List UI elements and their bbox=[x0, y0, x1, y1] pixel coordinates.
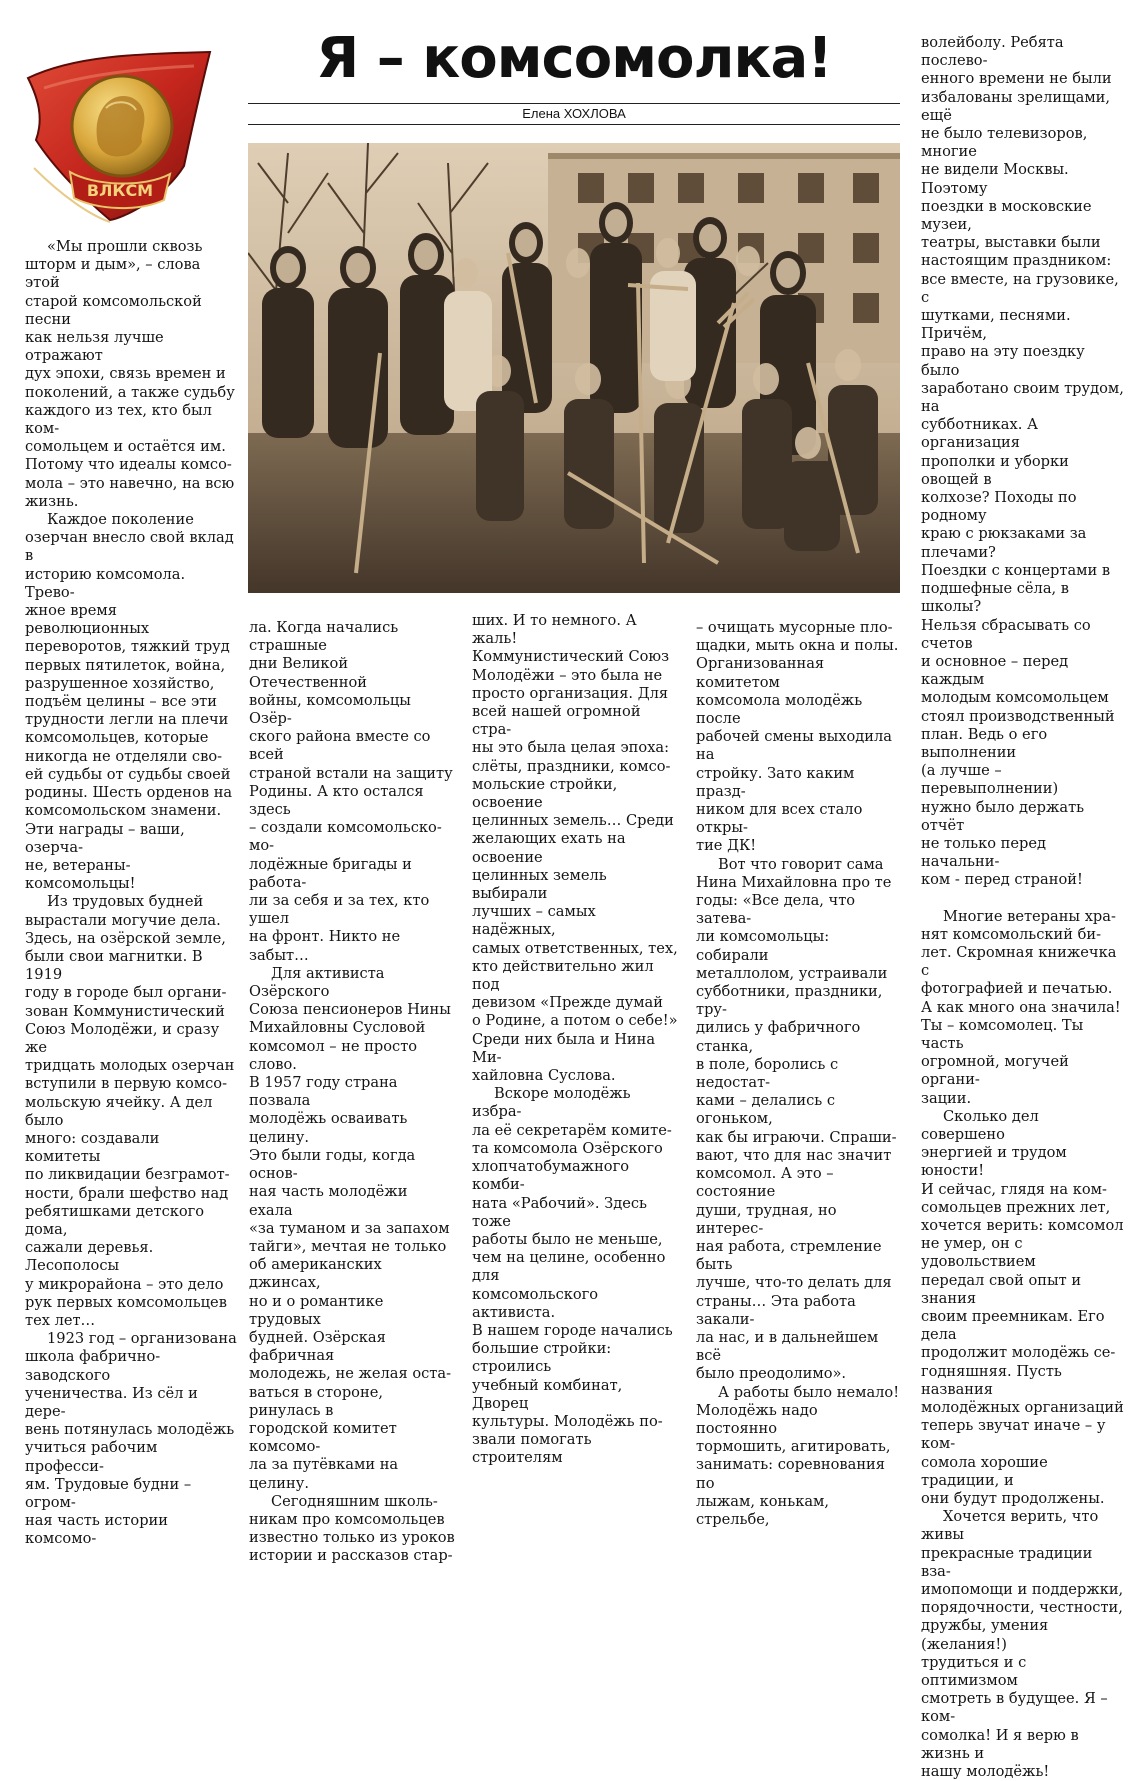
text-line: В нашем городе начались bbox=[472, 1321, 673, 1339]
text-line: не видели Москвы. Поэтому bbox=[921, 161, 1069, 197]
text-line: родины. Шесть орденов на bbox=[25, 784, 233, 802]
text-line: А работы было немало! bbox=[718, 1383, 900, 1401]
text-line: ная часть молодёжи ехала bbox=[249, 1183, 408, 1219]
text-line: нашу молодёжь! bbox=[921, 1763, 1050, 1781]
badge-text: ВЛКСМ bbox=[86, 181, 154, 200]
text-line: ками – делались с огоньком, bbox=[696, 1092, 835, 1128]
text-line: ности, брали шефство над bbox=[25, 1184, 229, 1202]
text-line: много: создавали комитеты bbox=[25, 1129, 160, 1166]
text-line: поездки в московские музеи, bbox=[921, 197, 1092, 234]
text-line: рук первых комсомольцев bbox=[25, 1293, 227, 1311]
text-line: были свои магнитки. В 1919 bbox=[25, 947, 203, 984]
text-line: было преодолимо». bbox=[696, 1365, 847, 1383]
text-line: годы: «Все дела, что затева- bbox=[696, 892, 856, 928]
text-line: ученичества. Из сёл и дере- bbox=[25, 1384, 198, 1420]
text-line: тормошить, агитировать, bbox=[696, 1438, 891, 1456]
text-line: не только перед начальни- bbox=[921, 834, 1046, 871]
text-line: ших. И то немного. А жаль! bbox=[472, 612, 637, 648]
text-line: большие стройки: строились bbox=[472, 1340, 612, 1376]
text-line: Молодёжи – это была не bbox=[472, 666, 663, 684]
text-line: ваться в стороне, ринулась в bbox=[249, 1383, 383, 1419]
text-line: но и о романтике трудовых bbox=[249, 1292, 384, 1328]
text-line: энергией и трудом юности! bbox=[921, 1144, 1067, 1180]
column-2 bbox=[249, 619, 455, 1566]
text-line: Многие ветераны хра- bbox=[943, 907, 1116, 925]
text-line: тридцать молодых озерчан bbox=[25, 1057, 235, 1075]
text-line: ната «Рабочий». Здесь тоже bbox=[472, 1194, 648, 1230]
text-line: хочется верить: комсомол bbox=[921, 1217, 1124, 1234]
text-line: Нина Михайловна про те bbox=[696, 873, 892, 891]
text-line: настоящим праздником: bbox=[921, 252, 1112, 270]
text-line: разрушенное хозяйство, bbox=[25, 674, 215, 692]
text-line: фотографией и печатью. bbox=[921, 980, 1113, 998]
text-line: комсомола молодёжь после bbox=[696, 691, 863, 728]
text-line: будней. Озёрская фабричная bbox=[249, 1328, 386, 1365]
text-line: тайги», мечтая не только bbox=[249, 1237, 447, 1255]
text-line: всей нашей огромной стра- bbox=[472, 703, 641, 739]
text-line: школа фабрично-заводского bbox=[25, 1348, 161, 1384]
byline: Елена ХОХЛОВА bbox=[522, 106, 626, 121]
text-line: «за туманом и за запахом bbox=[249, 1219, 450, 1237]
text-line: мольскую ячейку. А дел было bbox=[25, 1093, 213, 1129]
text-line: Молодёжь надо постоянно bbox=[696, 1401, 818, 1437]
text-line: А как много она значила! bbox=[921, 998, 1121, 1016]
text-line: целинных земель выбирали bbox=[472, 866, 607, 903]
text-line: право на эту поездку было bbox=[921, 343, 1085, 379]
text-line: лыжам, конькам, стрельбе, bbox=[696, 1492, 830, 1528]
text-line: избалованы зрелищами, ещё bbox=[921, 88, 1111, 124]
text-line: прополки и уборки овощей в bbox=[921, 452, 1069, 488]
text-line: заработано своим трудом, на bbox=[921, 379, 1124, 416]
komsomol-badge bbox=[14, 48, 224, 224]
text-line: дружбы, умения (желания!) bbox=[921, 1617, 1049, 1653]
text-line: все вместе, на грузовике, с bbox=[921, 270, 1119, 306]
text-line: трудности легли на плечи bbox=[25, 711, 229, 729]
text-line: ли за себя и за тех, кто ушел bbox=[249, 892, 430, 928]
text-line: ная часть истории комсомо- bbox=[25, 1512, 169, 1548]
text-line: И сейчас, глядя на ком- bbox=[921, 1180, 1107, 1198]
text-line: колхозе? Походы по родному bbox=[921, 489, 1077, 525]
text-line: Союза пенсионеров Нины bbox=[249, 1001, 451, 1019]
text-line: комсомольцев, которые bbox=[25, 729, 209, 747]
text-line: самых ответственных, тех, bbox=[472, 939, 678, 957]
text-line: нят комсомольский би- bbox=[921, 925, 1102, 943]
text-line: мола – это навечно, на всю bbox=[25, 474, 235, 492]
text-line: учиться рабочим професси- bbox=[25, 1439, 158, 1475]
text-line: передал свой опыт и знания bbox=[921, 1271, 1082, 1307]
text-line: дух эпохи, связь времен и bbox=[25, 365, 226, 383]
text-line: Родины. А кто остался здесь bbox=[249, 782, 424, 819]
text-line: Среди них была и Нина Ми- bbox=[472, 1030, 656, 1066]
text-line: ла её секретарём комите- bbox=[472, 1121, 672, 1139]
text-line: историю комсомола. Трево- bbox=[25, 565, 186, 601]
text-line: у микрорайона – это дело bbox=[25, 1275, 224, 1293]
text-line: молодым комсомольцем bbox=[921, 689, 1109, 707]
text-line: просто организация. Для bbox=[472, 684, 669, 702]
text-line: краю с рюкзаками за плечами? bbox=[921, 525, 1087, 561]
text-line: нужно было держать отчёт bbox=[921, 798, 1085, 834]
column-1 bbox=[25, 238, 237, 1549]
text-line: учебный комбинат, Дворец bbox=[472, 1376, 623, 1412]
text-line: страны… Эта работа закали- bbox=[696, 1292, 856, 1328]
text-line: первых пятилеток, война, bbox=[25, 656, 226, 674]
text-line: Союз Молодёжи, и сразу же bbox=[25, 1020, 220, 1056]
text-line: комсомол – не просто слово. bbox=[249, 1037, 418, 1073]
text-line: лет. Скромная книжечка с bbox=[921, 943, 1117, 980]
text-line: вают, что для нас значит bbox=[696, 1146, 892, 1164]
text-line: Из трудовых будней bbox=[47, 893, 204, 911]
text-line: каждого из тех, кто был ком- bbox=[25, 401, 212, 438]
text-line: огромной, могучей органи- bbox=[921, 1053, 1069, 1089]
text-line: зован Коммунистический bbox=[25, 1002, 225, 1020]
text-line: желающих ехать на освоение bbox=[472, 830, 626, 866]
text-line: дились у фабричного станка, bbox=[696, 1019, 861, 1055]
text-line: волейболу. Ребята послево- bbox=[921, 34, 1064, 70]
text-line: (а лучше – перевыполнении) bbox=[921, 762, 1059, 798]
text-line: звали помогать строителям bbox=[472, 1431, 592, 1467]
text-line: ского района вместе со всей bbox=[249, 728, 431, 764]
text-line: ей судьбы от судьбы своей bbox=[25, 765, 231, 783]
text-line: В 1957 году страна позвала bbox=[249, 1074, 398, 1110]
text-line: Эти награды – ваши, озерча- bbox=[25, 820, 185, 856]
text-line: ны это была целая эпоха: bbox=[472, 739, 670, 757]
text-line: слёты, праздники, комсо- bbox=[472, 757, 671, 775]
text-line: – очищать мусорные пло- bbox=[696, 619, 893, 636]
text-line: хайловна Суслова. bbox=[472, 1067, 616, 1085]
text-line: подъём целины – все эти bbox=[25, 693, 217, 711]
text-line: году в городе был органи- bbox=[25, 984, 227, 1002]
text-line: как нельзя лучше отражают bbox=[25, 329, 164, 365]
text-line: ником для всех стало откры- bbox=[696, 801, 863, 837]
text-line: металлолом, устраивали bbox=[696, 964, 888, 982]
text-line: Это были годы, когда основ- bbox=[249, 1146, 416, 1183]
text-line: тех лет… bbox=[25, 1311, 96, 1329]
text-line: городской комитет комсомо- bbox=[249, 1419, 397, 1456]
text-line: трудиться и с оптимизмом bbox=[921, 1653, 1027, 1690]
text-line: стоял производственный bbox=[921, 707, 1115, 725]
text-line: Сегодняшним школь- bbox=[271, 1492, 438, 1510]
text-line: Нельзя сбрасывать со счетов bbox=[921, 616, 1091, 652]
text-line: Организованная комитетом bbox=[696, 655, 825, 691]
text-line: имопомощи и поддержки, bbox=[921, 1581, 1124, 1599]
text-line: кто действительно жил под bbox=[472, 957, 654, 994]
text-line: лучших – самых надёжных, bbox=[472, 903, 596, 939]
text-line: ная работа, стремление быть bbox=[696, 1237, 882, 1274]
text-line: вступили в первую комсо- bbox=[25, 1075, 227, 1093]
text-line: жизнь. bbox=[25, 492, 79, 510]
text-line: – создали комсомольско-мо- bbox=[249, 819, 442, 855]
text-line: ям. Трудовые будни – огром- bbox=[25, 1475, 192, 1512]
text-line: поколений, а также судьбу bbox=[25, 383, 235, 401]
text-line: озерчан внесло свой вклад в bbox=[25, 529, 234, 565]
text-line: шторм и дым», – слова этой bbox=[25, 256, 201, 292]
text-line: сомольцем и остаётся им. bbox=[25, 438, 226, 456]
text-line: комсомол. А это – состояние bbox=[696, 1165, 834, 1201]
text-line: ла. Когда начались страшные bbox=[249, 619, 399, 655]
text-line: жное время революционных bbox=[25, 602, 150, 638]
text-line: мольские стройки, освоение bbox=[472, 775, 618, 812]
text-line: ли комсомольцы: собирали bbox=[696, 928, 830, 964]
text-line: шутками, песнями. Причём, bbox=[921, 307, 1071, 343]
text-line: истории и рассказов стар- bbox=[249, 1547, 453, 1565]
text-line: Коммунистический Союз bbox=[472, 648, 670, 666]
text-line: вырастали могучие дела. bbox=[25, 911, 221, 929]
text-line: молодежь, не желая оста- bbox=[249, 1365, 452, 1383]
text-line: как бы играючи. Спраши- bbox=[696, 1128, 897, 1146]
text-line: смотреть в будущее. Я – ком- bbox=[921, 1690, 1108, 1726]
text-line: прекрасные традиции вза- bbox=[921, 1544, 1093, 1580]
text-line: занимать: соревнования по bbox=[696, 1456, 885, 1492]
text-line: переворотов, тяжкий труд bbox=[25, 638, 230, 656]
text-line: о Родине, а потом о себе!» bbox=[472, 1012, 678, 1030]
text-line: сомола хорошие традиции, и bbox=[921, 1453, 1048, 1489]
text-line: дни Великой Отечественной bbox=[249, 655, 368, 691]
text-line: ком - перед страной! bbox=[921, 871, 1083, 889]
text-line: Ты – комсомолец. Ты часть bbox=[921, 1016, 1084, 1052]
text-line: субботниках. А организация bbox=[921, 416, 1039, 452]
text-line: на фронт. Никто не забыт… bbox=[249, 928, 401, 964]
text-line: целинных земель… Среди bbox=[472, 812, 674, 830]
text-line: енного времени не были bbox=[921, 70, 1112, 88]
text-line: никам про комсомольцев bbox=[249, 1510, 445, 1528]
text-line: молодёжных организаций bbox=[921, 1399, 1124, 1417]
text-line: старой комсомольской песни bbox=[25, 292, 202, 328]
text-line: и основное – перед каждым bbox=[921, 652, 1069, 689]
column-3 bbox=[472, 612, 680, 1468]
text-line: страной встали на защиту bbox=[249, 764, 453, 782]
text-line: ла нас, и в дальнейшем всё bbox=[696, 1328, 879, 1365]
text-line: лодёжные бригады и работа- bbox=[249, 855, 412, 891]
text-line: Для активиста Озёрского bbox=[249, 964, 385, 1001]
text-line: ребятишками детского дома, bbox=[25, 1202, 205, 1238]
text-line: известно только из уроков bbox=[249, 1529, 455, 1547]
text-line: молодёжь осваивать целину. bbox=[249, 1110, 408, 1146]
text-line: не умер, он с удовольствием bbox=[921, 1235, 1036, 1271]
text-line: Здесь, на озёрской земле, bbox=[25, 929, 226, 947]
text-line: не было телевизоров, многие bbox=[921, 125, 1088, 161]
text-line: лучше, что-то делать для bbox=[696, 1274, 892, 1292]
text-line: Вскоре молодёжь избра- bbox=[472, 1085, 631, 1121]
text-line: Вот что говорит сама bbox=[718, 855, 884, 873]
group-photo bbox=[248, 143, 900, 593]
text-line: Михайловны Сусловой bbox=[249, 1019, 426, 1037]
text-line: «Мы прошли сквозь bbox=[47, 238, 203, 255]
text-line: стройку. Зато каким празд- bbox=[696, 764, 855, 800]
text-line: чем на целине, особенно для bbox=[472, 1249, 666, 1285]
text-line: теперь звучат иначе – у ком- bbox=[921, 1417, 1106, 1453]
text-line: в поле, боролись с недостат- bbox=[696, 1055, 839, 1092]
text-line: порядочности, честности, bbox=[921, 1599, 1123, 1617]
text-line: комсомольском знамени. bbox=[25, 802, 222, 820]
text-line: Поездки с концертами в bbox=[921, 561, 1111, 579]
text-line: Потому что идеалы комсо- bbox=[25, 456, 232, 474]
text-line: субботники, праздники, тру- bbox=[696, 983, 883, 1019]
text-line: души, трудная, но интерес- bbox=[696, 1201, 837, 1237]
text-line: ла за путёвками на целину. bbox=[249, 1456, 399, 1492]
text-line: по ликвидации безграмот- bbox=[25, 1166, 230, 1184]
text-line: та комсомола Озёрского bbox=[472, 1139, 663, 1157]
text-line: тие ДК! bbox=[696, 837, 757, 855]
text-line: план. Ведь о его выполнении bbox=[921, 725, 1048, 761]
text-line: сажали деревья. Лесополосы bbox=[25, 1239, 154, 1275]
text-line: культуры. Молодёжь по- bbox=[472, 1412, 663, 1430]
text-line: щадки, мыть окна и полы. bbox=[696, 637, 899, 655]
column-4 bbox=[696, 619, 902, 1529]
text-line: продолжит молодёжь се- bbox=[921, 1344, 1116, 1362]
text-line: вень потянулась молодёжь bbox=[25, 1421, 235, 1439]
text-line: Хочется верить, что живы bbox=[921, 1508, 1099, 1544]
text-line: они будут продолжены. bbox=[921, 1490, 1105, 1508]
text-line: хлопчатобумажного комби- bbox=[472, 1158, 630, 1194]
text-line: Сколько дел совершено bbox=[921, 1107, 1039, 1143]
text-line: никогда не отделяли сво- bbox=[25, 747, 223, 765]
text-line: девизом «Прежде думай bbox=[472, 994, 663, 1012]
text-line: сомолка! И я верю в жизнь и bbox=[921, 1726, 1079, 1762]
text-line: годняшняя. Пусть названия bbox=[921, 1362, 1062, 1398]
text-line: Каждое поколение bbox=[47, 511, 194, 529]
text-line: зации. bbox=[921, 1089, 972, 1107]
text-line: работы было не меньше, bbox=[472, 1230, 663, 1248]
text-line: сомольцев прежних лет, bbox=[921, 1198, 1111, 1216]
text-line: 1923 год – организована bbox=[47, 1330, 237, 1348]
text-line: подшефные сёла, в школы? bbox=[921, 580, 1070, 616]
column-5 bbox=[921, 34, 1126, 1781]
text-line: рабочей смены выходила на bbox=[696, 728, 892, 764]
text-line: не, ветераны-комсомольцы! bbox=[25, 856, 136, 893]
text-line: своим преемникам. Его дела bbox=[921, 1308, 1105, 1344]
text-line: театры, выставки были bbox=[921, 234, 1101, 252]
text-line: войны, комсомольцы Озёр- bbox=[249, 691, 411, 728]
page-title: Я – комсомолка! bbox=[316, 26, 832, 91]
text-line: об американских джинсах, bbox=[249, 1256, 382, 1292]
text-line: комсомольского активиста. bbox=[472, 1285, 599, 1321]
